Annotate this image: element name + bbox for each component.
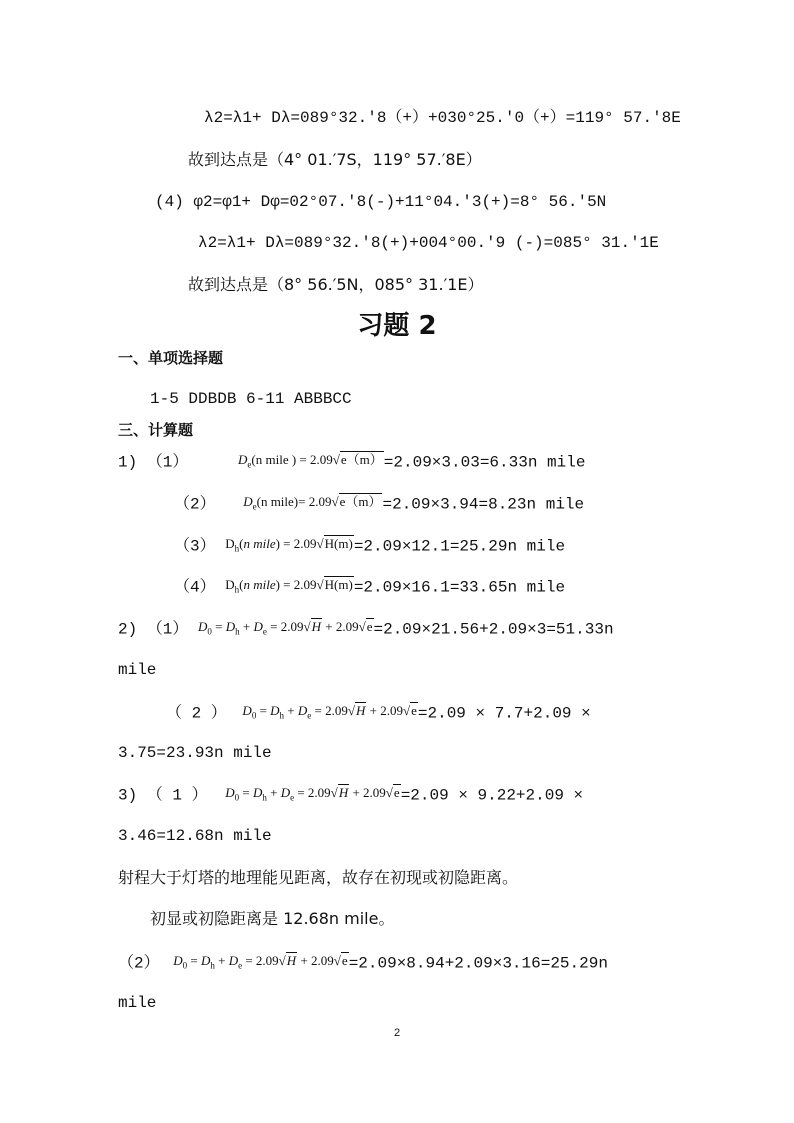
q2-1-continuation: mile [118,661,157,679]
q1-4-result: =2.09×16.1=33.65n mile [353,578,566,597]
q1-1-formula: $D_e(n$ mile ) = 2.09√e（m） [238,452,383,470]
q3-1-formula: $D_0 = D_h + D_e = 2.09√H + 2.09√e$ [225,785,400,803]
q2-2-formula: $D_0 = D_h + D_e = 2.09√H + 2.09√e$ [242,703,417,721]
q1-3-label: （3） [174,537,216,556]
q3-1-row [118,783,583,808]
q1-4-label: （4） [174,578,216,597]
q3-2-row [118,951,608,976]
q1-4-formula: $D_h(n$ mile) = 2.09√H(m) [225,577,353,595]
q3-2-label: （2） [118,954,160,973]
q3-1-label: 3) （ 1 ） [118,786,208,805]
result-line-2: 故到达点是（8° 56.′5N，085° 31.′1E） [188,275,484,294]
q1-4-row [174,575,565,600]
formula-line-phi-4: (4) φ2=φ1+ Dφ=02°07.′8(-)+11°04.′3(+)=8° 56.′5N [155,193,607,211]
q3-2-continuation: mile [118,994,157,1012]
section-single-choice: 一、单项选择题 [118,349,224,367]
q3-2-formula: $D_0 = D_h + D_e = 2.09√H + 2.09√e$ [173,953,348,971]
exercise-heading: 习题 2 [357,311,437,341]
q2-1-formula: $D_0 = D_h + D_e = 2.09√H + 2.09√e$ [198,619,373,637]
formula-line-lambda-1: λ2=λ1+ Dλ=089°32.′8（+）+030°25.′0（+）=119° 57.′8E [204,109,681,127]
q3-2-result: =2.09×8.94+2.09×3.16=25.29n [348,954,608,973]
q2-2-continuation: 3.75=23.93n mile [118,744,272,762]
q1-1-result: =2.09×3.03=6.33n mile [383,453,586,472]
q2-1-row [118,617,614,642]
q3-distance-text: 初显或初隐距离是 12.68n mile。 [150,909,395,928]
q1-2-formula: $D_e(n$ mile)= 2.09√e（m） [243,494,382,512]
q1-2-row [174,492,584,517]
q3-1-continuation: 3.46=12.68n mile [118,827,272,845]
q1-1-label: 1) （1） [118,453,189,472]
q1-3-result: =2.09×12.1=25.29n mile [353,537,566,556]
q2-1-result: =2.09×21.56+2.09×3=51.33n [373,620,614,639]
q2-2-label: （ 2 ） [166,704,227,723]
choice-answers: 1-5 DDBDB 6-11 ABBBCC [150,390,352,408]
q1-2-result: =2.09×3.94=8.23n mile [382,495,585,514]
q2-2-row [166,701,591,726]
q3-1-result: =2.09 × 9.22+2.09 × [400,786,584,805]
section-calculation: 三、计算题 [118,421,194,439]
q3-explanation: 射程大于灯塔的地理能见距离，故存在初现或初隐距离。 [118,868,519,887]
result-line-1: 故到达点是（4° 01.′7S，119° 57.′8E） [188,150,482,169]
formula-line-lambda-4: λ2=λ1+ Dλ=089°32.′8(+)+004°00.′9 (-)=085° 31.′1E [198,234,659,252]
q2-2-result: =2.09 × 7.7+2.09 × [417,704,591,723]
q1-3-formula: $D_h(n$ mile) = 2.09√H(m) [225,536,353,554]
q1-2-label: （2） [174,495,216,514]
page-number: 2 [393,1027,401,1039]
q2-1-label: 2) （1） [118,620,189,639]
q1-3-row [174,534,565,559]
q1-1-row [118,450,585,475]
